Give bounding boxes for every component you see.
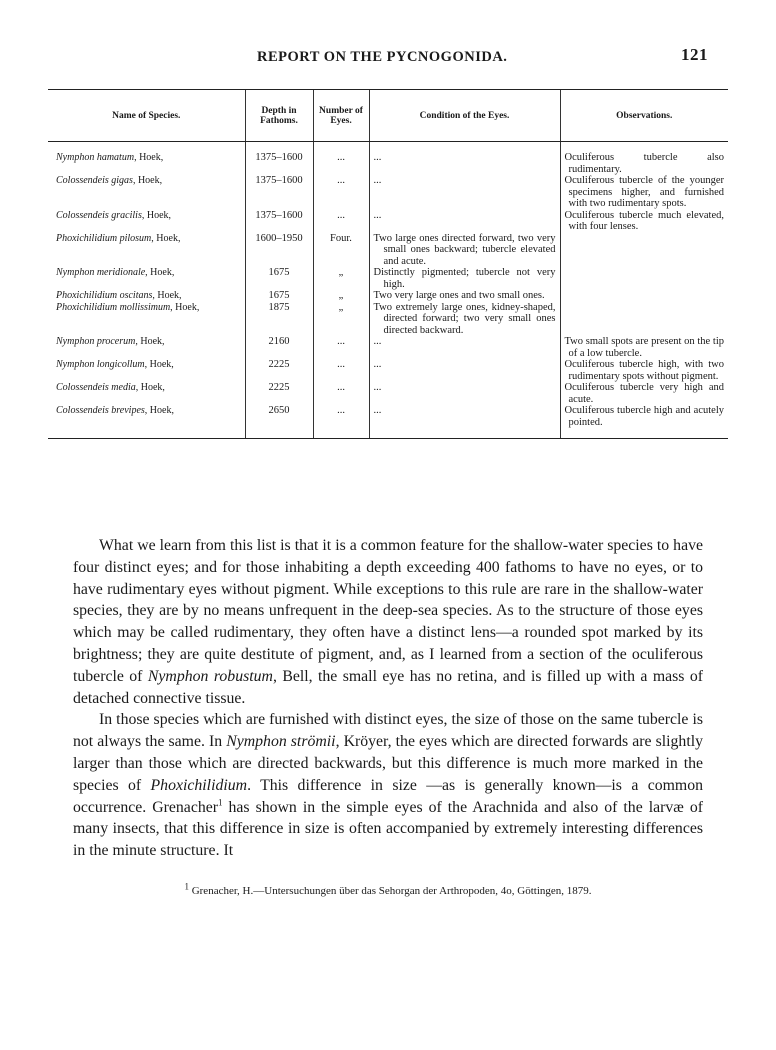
species-cell	[48, 382, 245, 405]
observations-text: Oculiferous tubercle much elevated, with four lenses.	[564, 209, 724, 232]
species-author: , Hoek,	[141, 209, 172, 221]
condition-cell	[369, 382, 560, 405]
genus-name: Phoxichilidium	[150, 776, 248, 794]
depth-cell: 1375–1600	[245, 175, 313, 210]
species-name: Phoxichilidium pilosum	[56, 232, 152, 244]
page-number: 121	[681, 45, 708, 64]
table-row	[48, 336, 728, 359]
column-header-condition: Condition of the Eyes.	[369, 90, 560, 142]
table-row	[48, 267, 728, 290]
eyes-cell: „	[313, 267, 369, 290]
table-header-row	[48, 90, 728, 142]
species-cell	[48, 290, 245, 302]
eyes-cell: ...	[313, 142, 369, 176]
observations-text: Oculiferous tubercle high and acutely pointed.	[564, 405, 724, 428]
table-row	[48, 210, 728, 233]
condition-text: ...	[373, 382, 382, 393]
condition-cell	[369, 267, 560, 290]
observations-cell	[560, 233, 728, 268]
observations-text: Two small spots are present on the tip of a low tubercle.	[564, 336, 724, 359]
species-cell	[48, 210, 245, 233]
condition-cell	[369, 210, 560, 233]
depth-cell: 2650	[245, 405, 313, 439]
species-cell	[48, 405, 245, 439]
depth-cell: 1675	[245, 267, 313, 290]
table-row	[48, 290, 728, 302]
condition-cell	[369, 302, 560, 337]
observations-cell	[560, 359, 728, 382]
table-row	[48, 142, 728, 176]
depth-cell: 1875	[245, 302, 313, 337]
condition-text: Two extremely large ones, kidney-shaped, directed forward; two very small ones directed backward.	[373, 301, 556, 336]
body-text	[73, 535, 703, 862]
observations-text: Oculiferous tubercle of the younger specimens higher, and furnished with two rudimentary spots.	[564, 175, 724, 209]
eyes-cell: ...	[313, 359, 369, 382]
condition-text: Distinctly pigmented; tubercle not very high.	[373, 267, 556, 290]
eyes-cell: Four.	[313, 233, 369, 268]
depth-cell: 2225	[245, 382, 313, 405]
condition-cell	[369, 233, 560, 268]
species-cell	[48, 359, 245, 382]
page-header	[52, 45, 708, 69]
table-row	[48, 302, 728, 337]
condition-cell	[369, 336, 560, 359]
species-author: , Hoek,	[134, 152, 164, 163]
condition-cell	[369, 142, 560, 176]
column-header-name: Name of Species.	[48, 90, 245, 142]
species-author: , Hoek,	[151, 232, 181, 244]
species-author: , Hoek,	[145, 267, 175, 278]
species-name: Colossendeis media	[56, 382, 136, 393]
table-row	[48, 359, 728, 382]
footnote	[73, 881, 703, 897]
condition-text: Two large ones directed forward, two very small ones backward; tubercle elevated and acute.	[373, 232, 556, 267]
condition-text: ...	[373, 405, 382, 416]
species-cell	[48, 267, 245, 290]
table-row	[48, 382, 728, 405]
condition-cell	[369, 405, 560, 439]
observations-cell	[560, 175, 728, 210]
species-cell	[48, 336, 245, 359]
depth-cell: 2160	[245, 336, 313, 359]
eyes-cell: „	[313, 290, 369, 302]
species-table	[48, 89, 728, 439]
depth-cell: 1675	[245, 290, 313, 302]
species-author: , Hoek,	[135, 382, 165, 393]
species-name: Nymphon procerum	[56, 336, 136, 347]
species-name: Nymphon hamatum	[56, 152, 135, 163]
condition-text: ...	[373, 209, 382, 221]
condition-text: Two very large ones and two small ones.	[373, 290, 545, 301]
species-cell	[48, 233, 245, 268]
condition-text: ...	[373, 175, 382, 186]
depth-cell: 2225	[245, 359, 313, 382]
condition-text: ...	[373, 359, 382, 370]
species-name: Colossendeis gigas	[56, 175, 133, 186]
species-name: Colossendeis gracilis	[56, 209, 142, 221]
footnote-marker: 1	[184, 881, 189, 892]
table-row	[48, 175, 728, 210]
condition-cell	[369, 359, 560, 382]
eyes-cell: „	[313, 302, 369, 337]
species-author: , Hoek,	[170, 301, 200, 313]
eyes-cell: ...	[313, 210, 369, 233]
observations-text: Oculiferous tubercle also rudimentary.	[564, 152, 724, 175]
table-row	[48, 233, 728, 268]
observations-cell	[560, 290, 728, 302]
observations-cell	[560, 267, 728, 290]
observations-text: Oculiferous tubercle high, with two rudimentary spots without pigment.	[564, 359, 724, 382]
eyes-cell: ...	[313, 175, 369, 210]
running-title: REPORT ON THE PYCNOGONIDA.	[257, 49, 508, 65]
depth-cell: 1375–1600	[245, 210, 313, 233]
observations-cell	[560, 382, 728, 405]
column-header-depth: Depth in Fathoms.	[245, 90, 313, 142]
species-name: Nymphon robustum	[147, 667, 273, 685]
depth-cell: 1375–1600	[245, 142, 313, 176]
table-body	[48, 142, 728, 439]
species-name: Nymphon strömii	[226, 733, 336, 751]
species-name: Nymphon meridionale	[56, 267, 146, 278]
condition-text: ...	[373, 336, 382, 347]
observations-text: Oculiferous tubercle very high and acute.	[564, 382, 724, 405]
species-cell	[48, 142, 245, 176]
species-name: Nymphon longicollum	[56, 359, 145, 370]
species-name: Phoxichilidium mollissimum	[56, 301, 171, 313]
species-cell	[48, 302, 245, 337]
paragraph: What we learn from this list is that it is a common feature for the shallow-water species to have four distinct eyes; and for those inhabiting a depth exceeding 400 fathoms to have no eyes, or to have rudimentary eyes without pigment. While exceptions to this rule are rare in the shallow-water species, they are by no means unfrequent in the deep-sea species. As to the structure of those eyes which may be called rudimentary, they often have a distinct lens—a rounded spot marked by its brightness; they are quite destitute of pigment, and, as I learned from a section of the oculiferous tubercle of Nymphon robustum, Bell, the small eye has no retina, and is filled up with a mass of detached connective tissue.	[73, 537, 703, 707]
species-author: , Hoek,	[135, 336, 165, 347]
depth-cell: 1600–1950	[245, 233, 313, 268]
observations-cell	[560, 302, 728, 337]
footnote-reference: 1	[218, 797, 223, 808]
species-cell	[48, 175, 245, 210]
footnote-text: Grenacher, H.—Untersuchungen über das Sehorgan der Arthropoden, 4o, Göttingen, 1879.	[191, 885, 592, 897]
eyes-cell: ...	[313, 405, 369, 439]
species-author: , Hoek,	[132, 175, 163, 186]
table-row	[48, 405, 728, 439]
species-author: , Hoek,	[152, 290, 182, 301]
condition-cell	[369, 290, 560, 302]
observations-cell	[560, 210, 728, 233]
paragraph: In those species which are furnished with distinct eyes, the size of those on the same tubercle is not always the same. In Nymphon strömii, Kröyer, the eyes which are directed forwards are slightly larger than those which are directed backwards, but this difference is much more marked in the species of Phoxichilidium. This difference in size —as is generally known—is a common occurrence. Grenacher$^1$ has shown in the simple eyes of the Arachnida and also of the larvæ of many insects, that this difference in size is often accompanied by extremely interesting differences in the minute structure. It	[73, 711, 703, 860]
species-author: , Hoek,	[144, 405, 174, 416]
species-author: , Hoek,	[144, 359, 174, 370]
eyes-cell: ...	[313, 336, 369, 359]
eyes-cell: ...	[313, 382, 369, 405]
condition-text: ...	[373, 152, 382, 163]
column-header-observations: Observations.	[560, 90, 728, 142]
observations-cell	[560, 336, 728, 359]
species-name: Phoxichilidium oscitans	[56, 290, 153, 301]
species-name: Colossendeis brevipes	[56, 405, 145, 416]
condition-cell	[369, 175, 560, 210]
observations-cell	[560, 142, 728, 176]
column-header-eyes: Number of Eyes.	[313, 90, 369, 142]
observations-cell	[560, 405, 728, 439]
